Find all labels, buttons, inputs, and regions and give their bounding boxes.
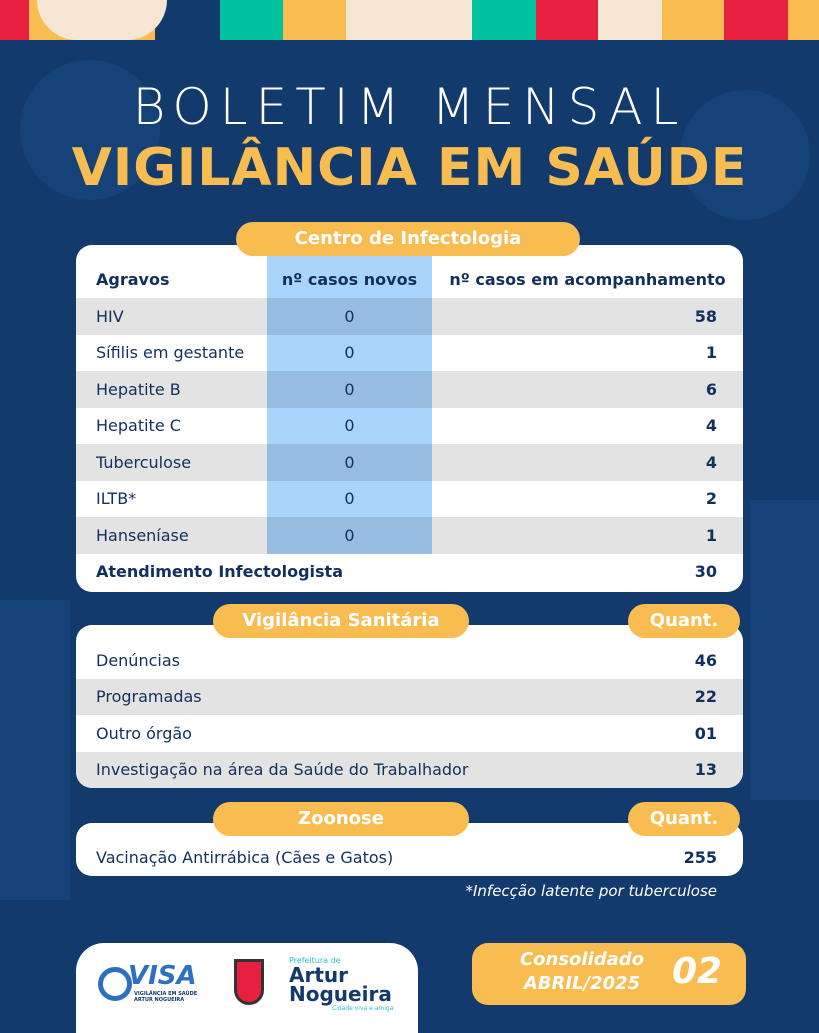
- novos: 0: [344, 416, 355, 436]
- agravo: Tuberculose: [96, 452, 192, 472]
- agravo: Hanseníase: [96, 525, 189, 545]
- sanitaria-table: [76, 625, 743, 788]
- table-header: [76, 261, 743, 298]
- section-infectologia-label: Centro de Infectologia: [236, 222, 580, 256]
- table-row: [76, 715, 743, 752]
- acompanhamento: 1: [705, 343, 717, 363]
- col-acompanhamento: nº casos em acompanhamento: [449, 269, 726, 289]
- magnifier-eye-icon: [98, 967, 132, 1001]
- title-line-2: VIGILÂNCIA EM SAÚDE: [71, 138, 748, 198]
- agravo: Hepatite B: [96, 379, 181, 399]
- row-value: 22: [694, 687, 717, 707]
- row-value: 255: [683, 847, 717, 867]
- row-label: Investigação na área da Saúde do Trabalhador: [96, 760, 469, 780]
- agravo: Sífilis em gestante: [96, 343, 245, 363]
- novos: 0: [344, 489, 355, 509]
- novos: 0: [267, 298, 432, 335]
- pref-name-2: Nogueira: [289, 982, 392, 1006]
- table-row: [76, 371, 743, 408]
- period: ABRIL/2025: [523, 973, 641, 994]
- agravo: ILTB*: [96, 489, 137, 509]
- pref-small: Prefeitura de: [289, 956, 341, 965]
- novos: 0: [344, 343, 355, 363]
- total-value: 30: [694, 561, 717, 581]
- acompanhamento: 4: [705, 452, 717, 472]
- table-row: [76, 839, 743, 875]
- novos: 0: [267, 517, 432, 554]
- row-label: Programadas: [96, 687, 202, 707]
- table-row: [76, 335, 743, 372]
- acompanhamento: 6: [705, 379, 717, 399]
- edition-number: 02: [672, 951, 723, 992]
- acompanhamento: 4: [705, 416, 717, 436]
- consolidado-badge: [472, 943, 746, 1005]
- table-row: [76, 642, 743, 679]
- agravo: HIV: [96, 306, 124, 326]
- pref-tagline: Cidade viva e amiga: [332, 1005, 394, 1012]
- infectologia-table: [76, 245, 743, 592]
- novos: 0: [267, 371, 432, 408]
- sanitaria-quant-label: Quant.: [628, 604, 740, 638]
- row-value: 46: [694, 650, 717, 670]
- table-row: [76, 408, 743, 445]
- table-row: [76, 298, 743, 335]
- coat-of-arms-icon: [234, 959, 264, 1005]
- row-value: 01: [694, 723, 717, 743]
- col-novos: nº casos novos: [281, 269, 418, 289]
- footnote: *Infecção latente por tuberculose: [465, 882, 717, 900]
- col-agravos: Agravos: [96, 269, 170, 289]
- row-value: 13: [694, 760, 717, 780]
- total-label: Atendimento Infectologista: [96, 561, 343, 581]
- agravo: Hepatite C: [96, 416, 181, 436]
- total-row: [76, 553, 743, 590]
- visa-subtitle: VIGILÂNCIA EM SAÚDE ARTUR NOGUEIRA: [134, 991, 198, 1003]
- table-row: [76, 517, 743, 554]
- table-row: [76, 679, 743, 716]
- acompanhamento: 58: [694, 306, 717, 326]
- zoonose-quant-label: Quant.: [628, 802, 740, 836]
- title-line-1: BOLETIM MENSAL: [132, 78, 687, 136]
- table-row: [76, 481, 743, 518]
- acompanhamento: 1: [705, 525, 717, 545]
- section-sanitaria-label: Vigilância Sanitária: [213, 604, 469, 638]
- row-label: Outro órgão: [96, 723, 192, 743]
- pref-name-1: Artur: [289, 963, 349, 987]
- decorative-top-band: [0, 0, 819, 40]
- footer-logos: [76, 943, 418, 1033]
- novos: 0: [267, 444, 432, 481]
- visa-logo: VISA: [128, 961, 197, 991]
- table-row: [76, 444, 743, 481]
- section-zoonose-label: Zoonose: [213, 802, 469, 836]
- table-row: [76, 752, 743, 789]
- row-label: Denúncias: [96, 650, 180, 670]
- acompanhamento: 2: [705, 489, 717, 509]
- consolidado-label: Consolidado: [519, 949, 645, 970]
- row-label: Vacinação Antirrábica (Cães e Gatos): [96, 847, 394, 867]
